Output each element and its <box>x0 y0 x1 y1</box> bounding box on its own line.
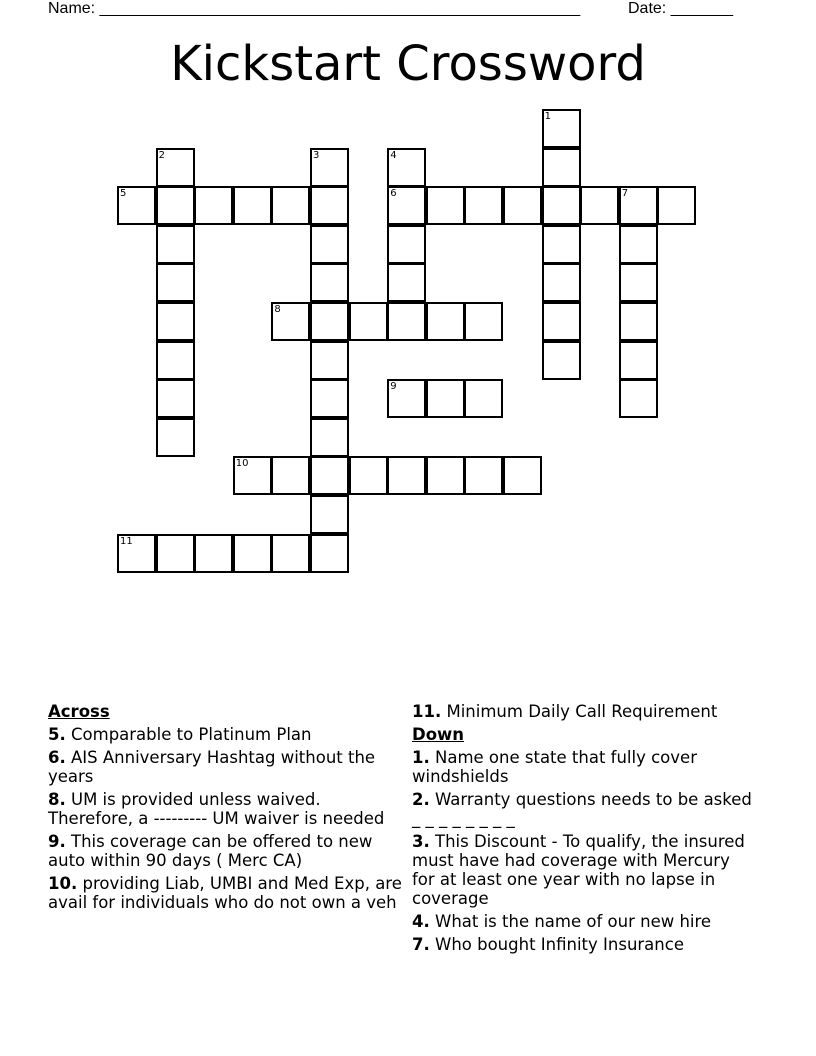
grid-cell[interactable] <box>310 225 349 264</box>
clue-number-label: 4 <box>390 149 397 161</box>
clue-text: This coverage can be offered to new auto within 90 days ( Merc CA) <box>48 832 373 870</box>
clue-across-9 <box>48 832 408 870</box>
clue-number-label: 5 <box>120 188 127 200</box>
grid-cell[interactable] <box>387 456 426 495</box>
grid-cell[interactable] <box>542 225 581 264</box>
grid-cell[interactable] <box>619 225 658 264</box>
grid-cell[interactable] <box>233 456 272 495</box>
grid-cell[interactable] <box>349 302 388 341</box>
clue-number-label: 10 <box>235 458 249 470</box>
grid-cell[interactable] <box>387 263 426 302</box>
grid-cell[interactable] <box>117 186 156 225</box>
clue-number-label: 2 <box>158 149 165 161</box>
grid-cell[interactable] <box>387 186 426 225</box>
clue-text: UM is provided unless waived. Therefore, a --------- UM waiver is needed <box>48 790 385 828</box>
page-title: Kickstart Crossword <box>170 36 646 92</box>
clue-number: 11. <box>412 702 442 721</box>
grid-cell[interactable] <box>619 302 658 341</box>
clue-number: 10. <box>48 874 78 893</box>
grid-cell[interactable] <box>233 186 272 225</box>
name-field[interactable]: Name: ______________________________________________________ <box>48 0 581 17</box>
grid-cell[interactable] <box>156 225 195 264</box>
clue-number: 3. <box>412 832 430 851</box>
grid-cell[interactable] <box>194 534 233 573</box>
grid-cell[interactable] <box>426 186 465 225</box>
grid-cell[interactable] <box>156 302 195 341</box>
grid-cell[interactable] <box>310 263 349 302</box>
grid-cell[interactable] <box>542 341 581 380</box>
grid-cell[interactable] <box>156 186 195 225</box>
grid-cell[interactable] <box>387 302 426 341</box>
grid-cell[interactable] <box>542 148 581 187</box>
grid-cell[interactable] <box>426 456 465 495</box>
clue-number: 6. <box>48 748 66 767</box>
clue-number: 8. <box>48 790 66 809</box>
clue-across-11 <box>412 702 752 721</box>
grid-cell[interactable] <box>310 456 349 495</box>
grid-cell[interactable] <box>310 341 349 380</box>
grid-cell[interactable] <box>542 109 581 148</box>
grid-cell[interactable] <box>271 186 310 225</box>
grid-cell[interactable] <box>657 186 696 225</box>
grid-cell[interactable] <box>580 186 619 225</box>
clue-across-10 <box>48 874 408 912</box>
clue-number-label: 9 <box>390 381 397 393</box>
grid-cell[interactable] <box>619 341 658 380</box>
clue-text: Who bought Infinity Insurance <box>435 935 684 954</box>
grid-cell[interactable] <box>271 534 310 573</box>
grid-cell[interactable] <box>117 534 156 573</box>
clue-down-1 <box>412 748 752 786</box>
grid-cell[interactable] <box>619 263 658 302</box>
grid-cell[interactable] <box>503 456 542 495</box>
across-heading: Across <box>48 702 110 721</box>
grid-cell[interactable] <box>464 186 503 225</box>
date-field[interactable]: Date: _______ <box>628 0 733 17</box>
grid-cell[interactable] <box>310 495 349 534</box>
grid-cell[interactable] <box>464 456 503 495</box>
clue-number-label: 6 <box>390 188 397 200</box>
clue-number: 5. <box>48 725 66 744</box>
clue-across-6 <box>48 748 408 786</box>
clue-number: 9. <box>48 832 66 851</box>
grid-cell[interactable] <box>542 186 581 225</box>
clue-text: Warranty questions needs to be asked _ _ _ _ _ _ _ _ <box>412 790 752 828</box>
grid-cell[interactable] <box>619 186 658 225</box>
clue-number: 1. <box>412 748 430 767</box>
clue-text: providing Liab, UMBI and Med Exp, are avail for individuals who do not own a veh <box>48 874 402 912</box>
grid-cell[interactable] <box>156 534 195 573</box>
grid-cell[interactable] <box>271 302 310 341</box>
grid-cell[interactable] <box>233 534 272 573</box>
clue-number: 7. <box>412 935 430 954</box>
grid-cell[interactable] <box>542 302 581 341</box>
clue-across-8 <box>48 790 408 828</box>
grid-cell[interactable] <box>542 263 581 302</box>
grid-cell[interactable] <box>156 341 195 380</box>
clues-left-column <box>48 702 408 916</box>
grid-cell[interactable] <box>156 418 195 457</box>
grid-cell[interactable] <box>310 302 349 341</box>
clue-number: 4. <box>412 912 430 931</box>
grid-cell[interactable] <box>310 534 349 573</box>
clue-down-3 <box>412 832 752 908</box>
grid-cell[interactable] <box>503 186 542 225</box>
grid-cell[interactable] <box>310 148 349 187</box>
grid-cell[interactable] <box>310 186 349 225</box>
grid-cell[interactable] <box>310 379 349 418</box>
grid-cell[interactable] <box>156 148 195 187</box>
grid-cell[interactable] <box>310 418 349 457</box>
clue-number: 2. <box>412 790 430 809</box>
grid-cell[interactable] <box>619 379 658 418</box>
clue-number-label: 1 <box>544 111 551 122</box>
clue-number-label: 3 <box>313 149 320 161</box>
clues-right-column <box>412 702 752 958</box>
clue-text: Name one state that fully cover windshields <box>412 748 697 786</box>
clue-number-label: 7 <box>621 188 629 200</box>
clue-down-2 <box>412 790 752 828</box>
clue-text: What is the name of our new hire <box>435 912 712 931</box>
down-heading: Down <box>412 725 465 744</box>
clue-number-label: 8 <box>274 304 281 315</box>
clue-down-7 <box>412 935 752 954</box>
grid-cell[interactable] <box>387 379 426 418</box>
grid-cell[interactable] <box>156 263 195 302</box>
clue-text: Minimum Daily Call Requirement <box>446 702 718 721</box>
clue-number-label: 11 <box>120 535 133 547</box>
grid-cell[interactable] <box>426 302 465 341</box>
grid-cell[interactable] <box>464 379 503 418</box>
grid-cell[interactable] <box>156 379 195 418</box>
grid-cell[interactable] <box>349 456 388 495</box>
clue-down-4 <box>412 912 752 931</box>
clue-across-5 <box>48 725 408 744</box>
clue-text: This Discount - To qualify, the insured must have had coverage with Mercury for at least one year with no lapse in coverage <box>412 832 745 908</box>
grid-cell[interactable] <box>271 456 310 495</box>
clue-text: AIS Anniversary Hashtag without the years <box>48 748 376 786</box>
grid-cell[interactable] <box>387 148 426 187</box>
grid-cell[interactable] <box>426 379 465 418</box>
clue-text: Comparable to Platinum Plan <box>71 725 312 744</box>
grid-cell[interactable] <box>194 186 233 225</box>
grid-cell[interactable] <box>387 225 426 264</box>
grid-cell[interactable] <box>464 302 503 341</box>
